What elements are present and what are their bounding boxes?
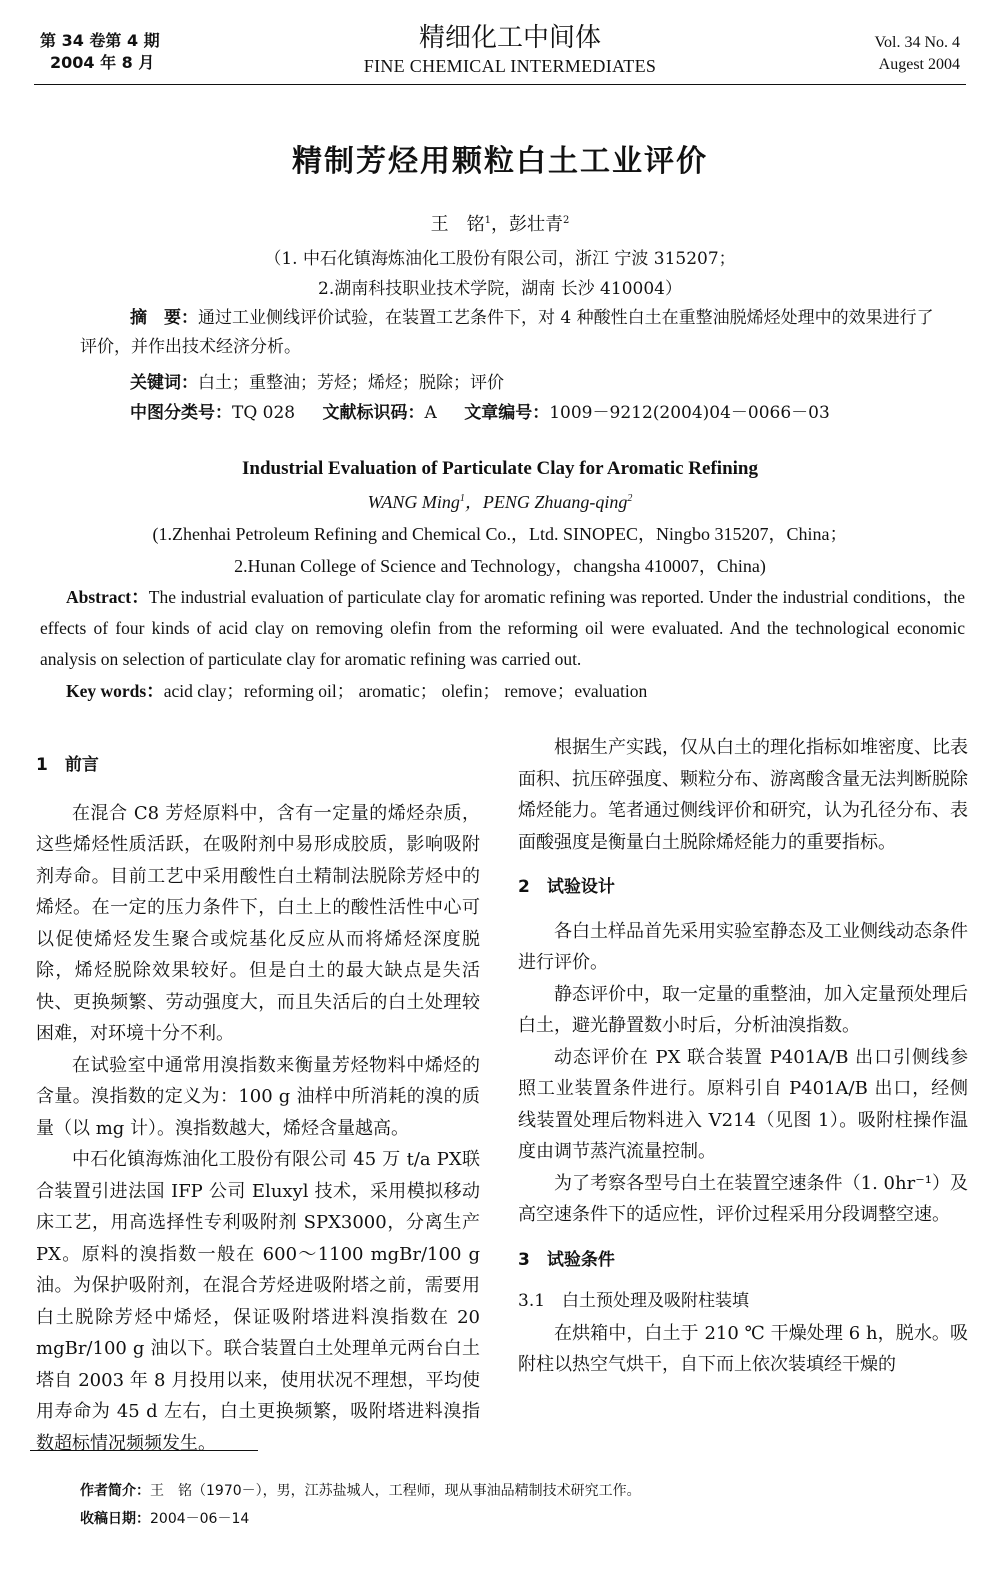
- keywords-en: [66, 678, 647, 703]
- body-paragraph: 在烘箱中，白土于 210 ℃ 干燥处理 6 h，脱水。吸附柱以热空气烘干，自下而上依次装填经干燥的: [518, 1322, 968, 1375]
- section-2-heading: 2 试验设计: [518, 877, 615, 897]
- volume-issue-cn: 第 34 卷第 4 期: [40, 31, 160, 50]
- date-cn: 2004 年 8 月: [50, 53, 155, 72]
- keywords-cn: [130, 368, 504, 393]
- keywords-label-en: Key words：: [66, 681, 164, 701]
- article-title-cn: 精制芳烃用颗粒白土工业评价: [292, 144, 708, 179]
- received-date-label: 收稿日期：: [80, 1511, 150, 1527]
- subsection-3-1-heading: 3.1 白土预处理及吸附柱装填: [518, 1291, 750, 1311]
- article-title-en: Industrial Evaluation of Particulate Clay for Aromatic Refining: [242, 458, 758, 479]
- abstract-en: [40, 582, 965, 675]
- article-number: 1009－9212(2004)04－0066－03: [549, 403, 830, 423]
- body-paragraph: 在混合 C8 芳烃原料中，含有一定量的烯烃杂质，这些烯烃性质活跃，在吸附剂中易形成胶质，影响吸附剂寿命。目前工艺中采用酸性白土精制法脱除芳烃中的烯烃。在一定的压力条件下，白土上的酸性活性中心可以促使烯烃发生聚合或烷基化反应从而将烯烃深度脱除，烯烃脱除效果较好。但是白土的最大缺点是失活快、更换频繁、劳动强度大，而且失活后的白土处理较困难，对环境十分不利。: [36, 802, 480, 1044]
- author-1-en: WANG Ming: [367, 492, 460, 512]
- footnote-rule: [30, 1450, 258, 1451]
- keywords-text-cn: 白土；重整油；芳烃；烯烃；脱除；评价: [198, 373, 504, 393]
- author-bio-text: 王 铭（1970－），男，江苏盐城人，工程师，现从事油品精制技术研究工作。: [150, 1483, 641, 1499]
- body-paragraph: 在试验室中通常用溴指数来衡量芳烃物料中烯烃的含量。溴指数的定义为：100 g 油样中所消耗的溴的质量（以 mg 计）。溴指数越大，烯烃含量越高。: [36, 1054, 480, 1139]
- abstract-text-en: The industrial evaluation of particulate clay for aromatic refining was reported. Under the industrial conditions，the effects of four kinds of acid clay on removing olefin from the reforming oil were evaluated. And the technological economic analysis on selection of particulate clay for aromatic refining was carried out.: [40, 587, 965, 669]
- author-1-mark: 1: [484, 215, 491, 226]
- journal-name-cn: 精细化工中间体: [418, 23, 601, 53]
- affiliation-1-cn: （1. 中石化镇海炼油化工股份有限公司，浙江 宁波 315207；: [264, 249, 736, 269]
- section-1-heading: 1 前言: [36, 755, 99, 775]
- abstract-cn: [80, 304, 940, 362]
- body-right-column: [518, 732, 968, 1381]
- body-paragraph: 根据生产实践，仅从白土的理化指标如堆密度、比表面积、抗压碎强度、颗粒分布、游离酸含量无法判断脱除烯烃能力。笔者通过侧线评价和研究，认为孔径分布、表面酸强度是衡量白土脱除烯烃能力的重要指标。: [518, 737, 968, 853]
- affiliation-1-en: (1.Zhenhai Petroleum Refining and Chemical Co.，Ltd. SINOPEC，Ningbo 315207，China；: [152, 524, 848, 544]
- doc-code-label: 文献标识码：: [322, 403, 425, 423]
- body-left-column: [36, 750, 480, 1459]
- journal-issue-en: [875, 32, 961, 76]
- author-separator: ，: [491, 214, 509, 235]
- article-number-label: 文章编号：: [464, 403, 550, 423]
- received-date: [80, 1508, 249, 1528]
- authors-cn: [0, 210, 1000, 236]
- header-rule: [34, 84, 966, 85]
- authors-en: [0, 488, 1000, 514]
- author-2-mark: 2: [563, 215, 570, 226]
- received-date-text: 2004－06－14: [150, 1511, 250, 1527]
- abstract-text-cn: 通过工业侧线评价试验，在装置工艺条件下，对 4 种酸性白土在重整油脱烯烃处理中的效果进行了评价，并作出技术经济分析。: [80, 308, 934, 357]
- author-en-separator: ，: [464, 492, 483, 512]
- body-paragraph: 静态评价中，取一定量的重整油，加入定量预处理后白土，避光静置数小时后，分析油溴指数。: [518, 983, 968, 1036]
- abstract-label-cn: 摘 要：: [130, 308, 198, 328]
- doc-code: A: [424, 403, 437, 423]
- affiliation-2-cn: 2.湖南科技职业技术学院，湖南 长沙 410004）: [318, 279, 682, 299]
- journal-name: [250, 22, 770, 78]
- author-bio: [80, 1480, 641, 1500]
- journal-issue-cn: [40, 30, 160, 74]
- clc-code: TQ 028: [232, 403, 296, 423]
- volume-issue-en: Vol. 34 No. 4: [874, 34, 960, 51]
- journal-name-en: FINE CHEMICAL INTERMEDIATES: [363, 56, 657, 76]
- keywords-text-en: acid clay；reforming oil； aromatic； olefin； remove；evaluation: [163, 681, 648, 701]
- date-en: Augest 2004: [878, 56, 960, 73]
- clc-label: 中图分类号：: [130, 403, 232, 423]
- body-paragraph: 为了考察各型号白土在装置空速条件（1. 0hr⁻¹）及高空速条件下的适应性，评价过程采用分段调整空速。: [518, 1172, 968, 1225]
- author-1-en-mark: 1: [459, 493, 465, 504]
- abstract-label-en: Abstract：: [66, 587, 149, 607]
- author-1-cn: 王 铭: [430, 214, 485, 235]
- author-bio-label: 作者简介：: [80, 1483, 150, 1499]
- author-2-en-mark: 2: [627, 493, 633, 504]
- author-2-cn: 彭壮青: [509, 214, 563, 235]
- keywords-label-cn: 关键词：: [130, 373, 198, 393]
- classification-line: [130, 398, 830, 423]
- affiliation-2-en: 2.Hunan College of Science and Technology，changsha 410007，China): [234, 556, 766, 576]
- body-paragraph: 各白土样品首先采用实验室静态及工业侧线动态条件进行评价。: [518, 920, 968, 973]
- author-2-en: PENG Zhuang-qing: [482, 492, 628, 512]
- body-paragraph: 中石化镇海炼油化工股份有限公司 45 万 t/a PX联合装置引进法国 IFP 公司 Eluxyl 技术，采用模拟移动床工艺，用高选择性专利吸附剂 SPX3000，分离生产 PX。原料的溴指数一般在 600～1100 mgBr/100 g 油。为保护吸附剂，在混合芳烃进吸附塔之前，需要用白土脱除芳烃中烯烃，保证吸附塔进料溴指数在 20 mgBr/100 g 油以下。联合装置白土处理单元两台白土塔自 2003 年 8 月投用以来，使用状况不理想，平均使用寿命为 45 d 左右，白土更换频繁，吸附塔进料溴指数超标情况频频发生。: [36, 1149, 480, 1454]
- body-paragraph: 动态评价在 PX 联合装置 P401A/B 出口引侧线参照工业装置条件进行。原料引自 P401A/B 出口，经侧线装置处理后物料进入 V214（见图 1）。吸附柱操作温度由调节蒸汽流量控制。: [518, 1046, 968, 1162]
- section-3-heading: 3 试验条件: [518, 1249, 615, 1270]
